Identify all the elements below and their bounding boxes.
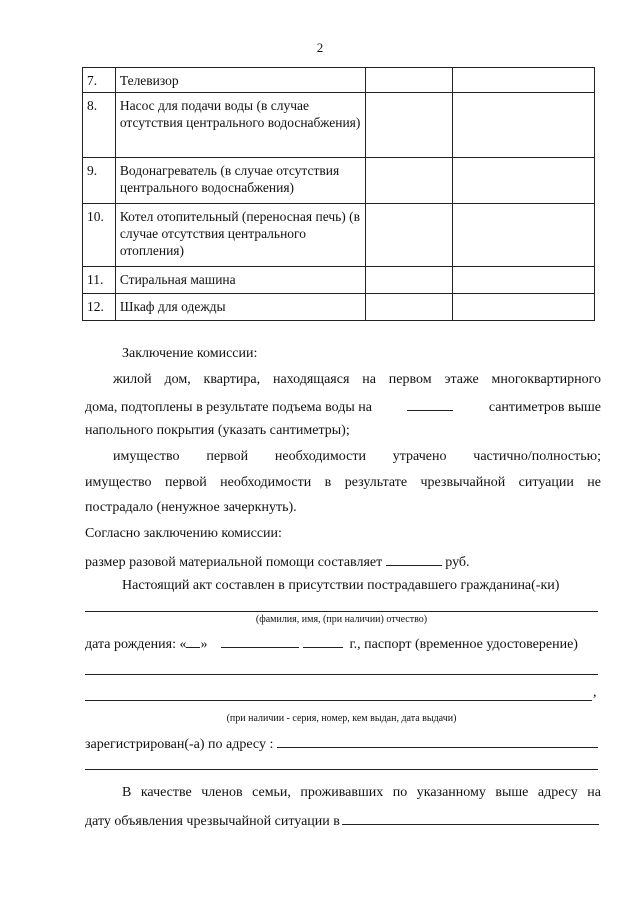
- empty-cell: [365, 93, 452, 158]
- empty-cell: [452, 93, 594, 158]
- emergency-date-blank[interactable]: [342, 810, 599, 825]
- passport-caption: (при наличии - серия, номер, кем выдан, дата выдачи): [226, 713, 457, 724]
- table-row: [83, 204, 595, 267]
- empty-cell: [452, 68, 594, 93]
- row-item-name: Насос для подачи воды (в случае отсутствия центрального водоснабжения): [115, 93, 365, 158]
- row-number: 9.: [83, 158, 116, 204]
- empty-cell: [365, 204, 452, 267]
- victim-name-line[interactable]: [85, 611, 598, 612]
- row-item-name: Водонагреватель (в случае отсутствия центрального водоснабжения): [115, 158, 365, 204]
- property-table: [82, 67, 595, 321]
- flood-text-line-1: жилой дом, квартира, находящаяся на первом этаже многоквартирного: [113, 372, 601, 387]
- row-number: 7.: [83, 68, 116, 93]
- property-text-line-3: пострадало (ненужное зачеркнуть).: [85, 500, 297, 515]
- table-row: [83, 93, 595, 158]
- aid-amount-blank[interactable]: [386, 551, 442, 566]
- table-row: [83, 294, 595, 321]
- conclusion-title: Заключение комиссии:: [122, 346, 258, 361]
- row-number: 10.: [83, 204, 116, 267]
- empty-cell: [452, 294, 594, 321]
- address-line-2[interactable]: [85, 769, 598, 770]
- presence-text: Настоящий акт составлен в присутствии пострадавшего гражданина(-ки): [122, 578, 560, 593]
- table-row: [83, 158, 595, 204]
- empty-cell: [452, 267, 594, 294]
- page-number: 2: [316, 40, 324, 55]
- flood-text-part-b: сантиметров выше: [488, 400, 601, 415]
- property-text-line-1: имущество первой необходимости утрачено частично/полностью;: [113, 449, 601, 464]
- centimeters-blank[interactable]: [407, 396, 453, 411]
- passport-line-2[interactable]: [85, 700, 592, 701]
- flood-text-line-2: [85, 396, 601, 417]
- currency-label: руб.: [445, 555, 470, 570]
- passport-label: г., паспорт (временное удостоверение): [349, 637, 578, 652]
- family-text-line-1: В качестве членов семьи, проживавших по указанному выше адресу на: [122, 785, 601, 800]
- passport-line-1[interactable]: [85, 674, 598, 675]
- birth-day-blank[interactable]: [186, 633, 200, 648]
- trailing-comma: ,: [593, 685, 597, 700]
- according-text: Согласно заключению комиссии:: [85, 526, 282, 541]
- family-text-line-2: [85, 810, 601, 831]
- row-number: 8.: [83, 93, 116, 158]
- name-caption: (фамилия, имя, (при наличии) отчество): [255, 614, 428, 625]
- birth-label: дата рождения: «: [85, 637, 187, 652]
- flood-text-part-a: дома, подтоплены в результате подъема воды на: [85, 400, 372, 415]
- birth-year-blank[interactable]: [303, 633, 343, 648]
- aid-text: размер разовой материальной помощи составляет: [85, 555, 383, 570]
- empty-cell: [452, 204, 594, 267]
- flood-text-line-3: напольного покрытия (указать сантиметры);: [85, 423, 350, 438]
- table-row: [83, 68, 595, 93]
- row-item-name: Стиральная машина: [115, 267, 365, 294]
- registration-label: зарегистрирован(-а) по адресу :: [85, 737, 274, 752]
- birth-month-blank[interactable]: [221, 633, 299, 648]
- row-item-name: Котел отопительный (переносная печь) (в случае отсутствия центрального отопления): [115, 204, 365, 267]
- aid-amount-line: [85, 551, 601, 572]
- empty-cell: [365, 158, 452, 204]
- family-text-label: дату объявления чрезвычайной ситуации в: [85, 814, 340, 829]
- row-number: 12.: [83, 294, 116, 321]
- property-text-line-2: имущество первой необходимости в результате чрезвычайной ситуации не: [85, 475, 601, 490]
- empty-cell: [452, 158, 594, 204]
- row-item-name: Шкаф для одежды: [115, 294, 365, 321]
- row-item-name: Телевизор: [115, 68, 365, 93]
- birth-quote-close: »: [200, 637, 208, 652]
- empty-cell: [365, 68, 452, 93]
- empty-cell: [365, 267, 452, 294]
- table-row: [83, 267, 595, 294]
- registration-line: [85, 733, 601, 754]
- row-number: 11.: [83, 267, 116, 294]
- birth-date-line: [85, 633, 601, 654]
- address-blank[interactable]: [277, 733, 598, 748]
- empty-cell: [365, 294, 452, 321]
